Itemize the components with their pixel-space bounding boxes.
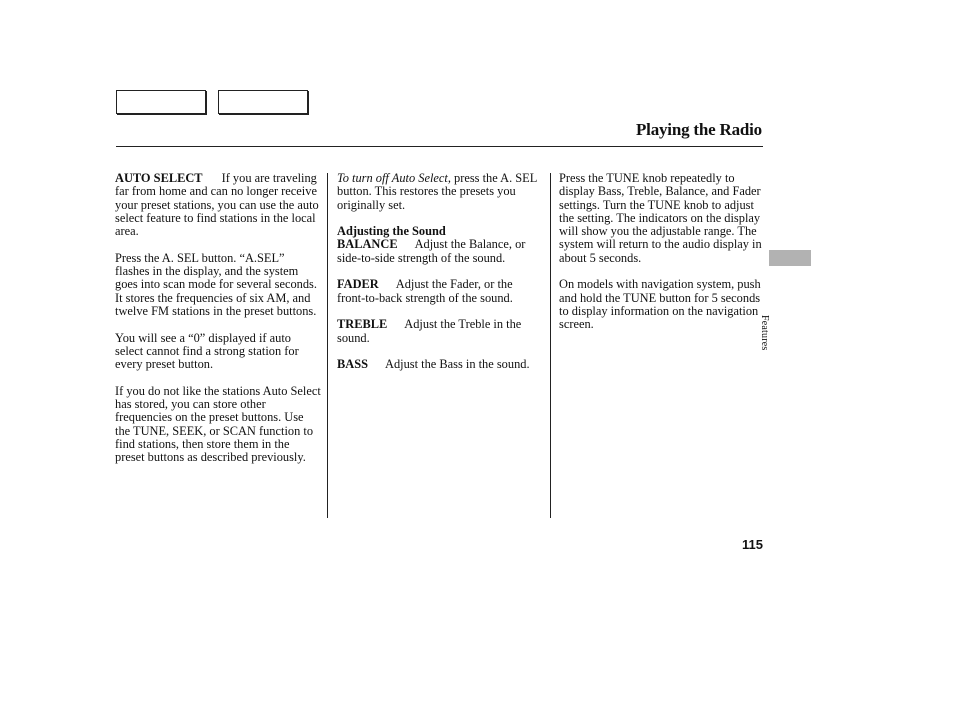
section-side-tab	[769, 250, 811, 266]
fader-heading: FADER	[337, 277, 379, 292]
column-divider-1	[327, 173, 328, 518]
treble-heading: TREBLE	[337, 317, 388, 332]
treble-paragraph	[337, 318, 543, 345]
page-title: Playing the Radio	[635, 120, 762, 139]
adjusting-sound-heading	[337, 225, 543, 238]
paragraph: You will see a “0” displayed if auto select cannot find a strong station for every preset button.	[115, 330, 299, 372]
text-column-1	[115, 172, 321, 478]
section-side-label: Features	[759, 315, 770, 351]
bass-paragraph	[337, 358, 543, 371]
treble-text: Adjust the Treble in the sound.	[337, 317, 522, 345]
balance-paragraph	[337, 238, 543, 265]
paragraph: Press the TUNE knob repeatedly to display Bass, Treble, Balance, and Fader settings. Turn the TUNE knob to adjust the setting. The indicators on the display will show you the adjustable range. The system will return to the audio display in about 5 seconds.	[559, 171, 762, 265]
page-number: 115	[742, 537, 763, 552]
paragraph: Press the A. SEL button. “A.SEL” flashes in the display, and the system goes into scan mode for several seconds. It stores the frequencies of six AM, and twelve FM stations in the preset buttons.	[115, 250, 317, 318]
text-column-2	[337, 172, 543, 385]
title-rule	[116, 146, 763, 147]
turn-off-paragraph	[337, 172, 543, 212]
balance-heading: BALANCE	[337, 237, 398, 252]
bass-text: Adjust the Bass in the sound.	[385, 357, 530, 372]
auto-select-heading: AUTO SELECT	[115, 171, 203, 185]
auto-select-text: If you are traveling far from home and can no longer receive your preset stations, you can use the auto select feature to find stations in the local area.	[115, 171, 319, 239]
turn-off-lead: To turn off Auto Select,	[337, 171, 451, 185]
text-column-3	[559, 172, 765, 345]
turn-off-text: press the A. SEL button. This restores the presets you originally set.	[337, 171, 537, 212]
fader-text: Adjust the Fader, or the front-to-back strength of the sound.	[337, 277, 513, 305]
paragraph: On models with navigation system, push and hold the TUNE button for 5 seconds to display information on the navigation screen.	[559, 277, 761, 332]
column-divider-2	[550, 173, 551, 518]
bass-heading: BASS	[337, 357, 368, 372]
paragraph: If you do not like the stations Auto Select has stored, you can store other frequencies on the preset buttons. Use the TUNE, SEEK, or SCAN function to find stations, then store them in the preset buttons as described previously.	[115, 383, 321, 465]
auto-select-paragraph	[115, 172, 321, 238]
header-tab-box-1	[116, 90, 206, 114]
balance-text: Adjust the Balance, or side-to-side strength of the sound.	[337, 237, 526, 265]
fader-paragraph	[337, 278, 543, 305]
section-heading: Adjusting the Sound	[337, 224, 446, 239]
header-tab-box-2	[218, 90, 308, 114]
